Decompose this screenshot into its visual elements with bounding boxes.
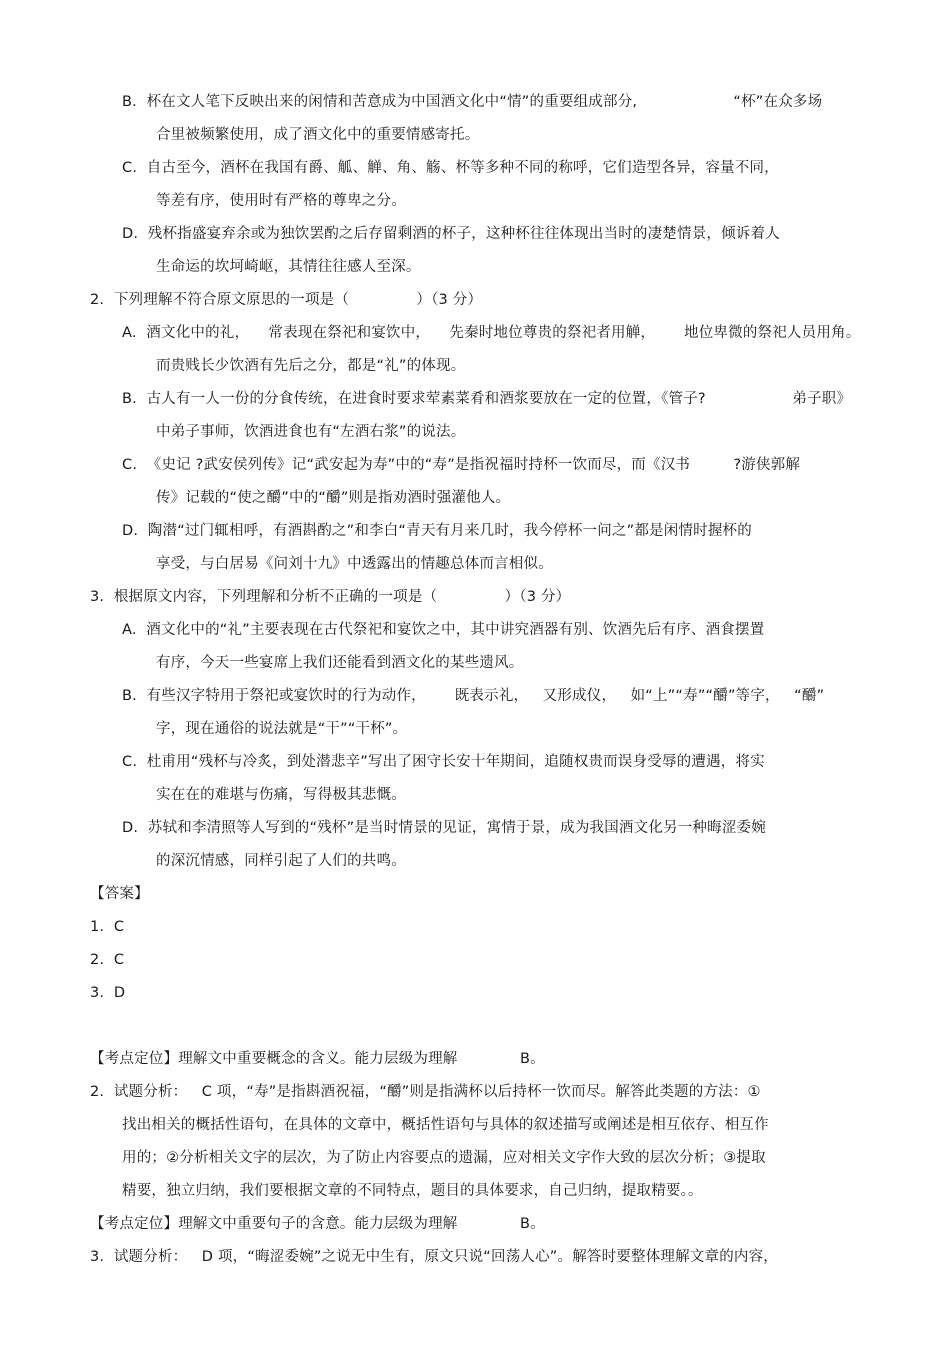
answer-2: 2. C — [90, 952, 125, 968]
question-3-stem: 3. 根据原文内容，下列理解和分析不正确的一项是（ ）（3 分） — [90, 589, 571, 605]
option-1d-line-1: D. 残杯指盛宴弃余或为独饮罢酌之后存留剩酒的杯子，这种杯往往体现出当时的凄楚情景，倾诉着人 — [122, 226, 780, 242]
option-2c-line-2: 传》记载的“使之釂”中的“釂”则是指劝酒时强灌他人。 — [156, 490, 511, 506]
option-2a-line-2: 而贵贱长少饮酒有先后之分，都是“礼”的体现。 — [156, 358, 466, 374]
option-2b-line-2: 中弟子事师，饮酒进食也有“左酒右浆”的说法。 — [156, 424, 466, 440]
option-3c-line-1: C. 杜甫用“残杯与冷炙，到处潜悲辛”写出了困守长安十年期间，追随权贵而误身受辱的遭遇，将实 — [122, 754, 765, 770]
option-3a-line-1: A. 酒文化中的“礼”主要表现在古代祭祀和宴饮之中，其中讲究酒器有别、饮酒先后有序、酒食摆置 — [122, 622, 765, 638]
analysis-3-line-1: 3. 试题分析： D 项，“晦涩委婉”之说无中生有，原文只说“回荡人心”。解答时要整体理解文章的内容， — [90, 1249, 778, 1265]
option-3b-line-2: 字，现在通俗的说法就是“干”“干杯”。 — [156, 721, 408, 737]
option-3a-line-2: 有序，今天一些宴席上我们还能看到酒文化的某些遗风。 — [156, 655, 524, 671]
question-2-stem: 2. 下列理解不符合原文原思的一项是（ ）（3 分） — [90, 292, 483, 308]
option-1b-line-2: 合里被频繁使用，成了酒文化中的重要情感寄托。 — [156, 127, 480, 143]
answer-1: 1. C — [90, 919, 125, 935]
option-2a-line-1: A. 酒文化中的礼， 常表现在祭祀和宴饮中， 先秦时地位尊贵的祭祀者用觯， 地位卑微的祭祀人员用角。 — [122, 325, 861, 341]
answer-3: 3. D — [90, 985, 126, 1001]
option-2d-line-2: 享受，与白居易《问刘十九》中透露出的情趣总体而言相似。 — [156, 556, 553, 572]
option-3d-line-1: D. 苏轼和李清照等人写到的“残杯”是当时情景的见证，寓情于景，成为我国酒文化另一种晦涩委婉 — [122, 820, 766, 836]
analysis-2-line-3: 用的；②分析相关文字的层次，为了防止内容要点的遗漏，应对相关文字作大致的层次分析；③提取 — [122, 1150, 766, 1166]
option-3c-line-2: 实在在的难堪与伤痛，写得极其悲慨。 — [156, 787, 406, 803]
answer-heading: 【答案】 — [90, 886, 149, 902]
analysis-2-line-1: 2. 试题分析： C 项，“寿”是指斟酒祝福，“釂”则是指满杯以后持杯一饮而尽。解答此类题的方法：① — [90, 1084, 761, 1100]
analysis-2-line-4: 精要，独立归纳，我们要根据文章的不同特点，题目的具体要求，自己归纳，提取精要。。 — [122, 1183, 703, 1199]
option-1c-line-1: C. 自古至今，酒杯在我国有爵、觚、觯、角、觞、杯等多种不同的称呼，它们造型各异，容量不同， — [122, 160, 779, 176]
option-1c-line-2: 等差有序，使用时有严格的尊卑之分。 — [156, 193, 406, 209]
analysis-2-line-2: 找出相关的概括性语句，在具体的文章中，概括性语句与具体的叙述描写或阐述是相互依存、相互作 — [122, 1117, 769, 1133]
option-3d-line-2: 的深沉情感，同样引起了人们的共鸣。 — [156, 853, 406, 869]
key-point-1: 【考点定位】理解文中重要概念的含义。能力层级为理解 B。 — [90, 1051, 545, 1067]
option-3b-line-1: B. 有些汉字特用于祭祀或宴饮时的行为动作， 既表示礼， 又形成仪， 如“上”“寿”“釂”等字， “釂” — [122, 688, 825, 704]
option-2b-line-1: B. 古人有一人一份的分食传统，在进食时要求荤素菜肴和酒浆要放在一定的位置，《管子? 弟子职》 — [122, 391, 852, 407]
option-1b-line-1: B. 杯在文人笔下反映出来的闲情和苦意成为中国酒文化中“情”的重要组成部分, “杯”在众多场 — [122, 94, 823, 110]
key-point-2: 【考点定位】理解文中重要句子的含意。能力层级为理解 B。 — [90, 1216, 545, 1232]
option-2d-line-1: D. 陶潜“过门辄相呼，有酒斟酌之”和李白“青天有月来几时，我今停杯一问之”都是闲情时握杯的 — [122, 523, 752, 539]
option-1d-line-2: 生命运的坎坷崎岖，其情往往感人至深。 — [156, 259, 421, 275]
option-2c-line-1: C. 《史记 ?武安侯列传》记“武安起为寿”中的“寿”是指祝福时持杯一饮而尽，而《汉书 ?游侠郭解 — [122, 457, 801, 473]
